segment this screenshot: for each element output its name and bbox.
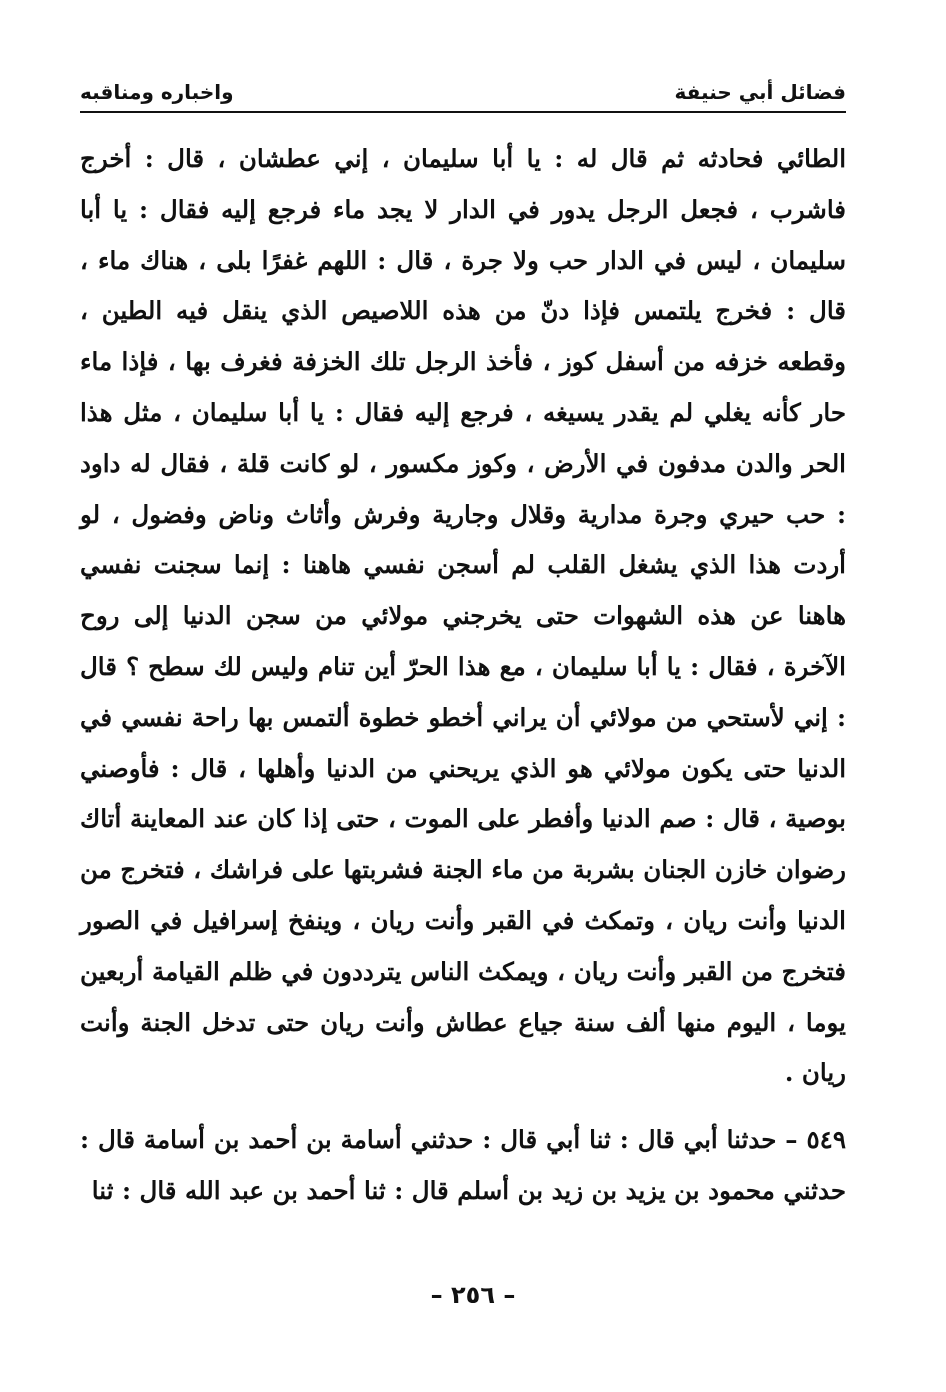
header-book-title: فضائل أبي حنيفة xyxy=(674,80,846,104)
header-divider xyxy=(80,111,846,113)
hadith-paragraph xyxy=(80,1115,846,1217)
page-body xyxy=(80,134,846,1217)
hadith-text: – حدثنا أبي قال : ثنا أبي قال : حدثني أسامة بن أحمد بن أسامة قال : حدثني محمود بن يزيد بن زيد بن أسلم قال : ثنا أحمد بن عبد الله قال : ثنا xyxy=(80,1125,846,1205)
page-number: – ٢٥٦ – xyxy=(430,1281,516,1309)
body-paragraph: الطائي فحادثه ثم قال له : يا أبا سليمان ، إني عطشان ، قال : أخرج فاشرب ، فجعل الرجل يدور في الدار لا يجد ماء فرجع إليه فقال : يا أبا سليمان ، ليس في الدار حب ولا جرة ، قال : اللهم غفرًا بلى ، هناك ماء ، قال : فخرج يلتمس فإذا دنّ من هذه اللاصيص الذي ينقل فيه الطين ، وقطعه خزفه من أسفل كوز ، فأخذ الرجل تلك الخزفة فغرف بها ، فإذا ماء حار كأنه يغلي لم يقدر يسيغه ، فرجع إليه فقال : يا أبا سليمان ، مثل هذا الحر والدن مدفون في الأرض ، وكوز مكسور ، لو كانت قلة ، فقال له داود : حب حيري وجرة مدارية وقلال وجارية وفرش وأثاث وناض وفضول ، لو أردت هذا الذي يشغل القلب لم أسجن نفسي هاهنا : إنما سجنت نفسي هاهنا عن هذه الشهوات حتى يخرجني مولائي من سجن الدنيا إلى روح الآخرة ، فقال : يا أبا سليمان ، مع هذا الحرّ أين تنام وليس لك سطح ؟ قال : إني لأستحي من مولائي أن يراني أخطو خطوة ألتمس بها راحة نفسي في الدنيا حتى يكون مولائي هو الذي يريحني من الدنيا وأهلها ، قال : فأوصني بوصية ، قال : صم الدنيا وأفطر على الموت ، حتى إذا كان عند المعاينة أتاك رضوان خازن الجنان بشربة من ماء الجنة فشربتها على فراشك ، فتخرج من الدنيا وأنت ريان ، وتمكث في القبر وأنت ريان ، وينفخ إسرافيل في الصور فتخرج من القبر وأنت ريان ، ويمكث الناس يترددون في ظلم القيامة أربعين يوما ، اليوم منها ألف سنة جياع عطاش وأنت ريان حتى تدخل الجنة وأنت ريان . xyxy=(80,144,846,1088)
hadith-number: ٥٤٩ xyxy=(806,1125,846,1155)
header-book-subtitle: واخباره ومناقبه xyxy=(80,80,234,104)
running-header xyxy=(80,72,846,112)
